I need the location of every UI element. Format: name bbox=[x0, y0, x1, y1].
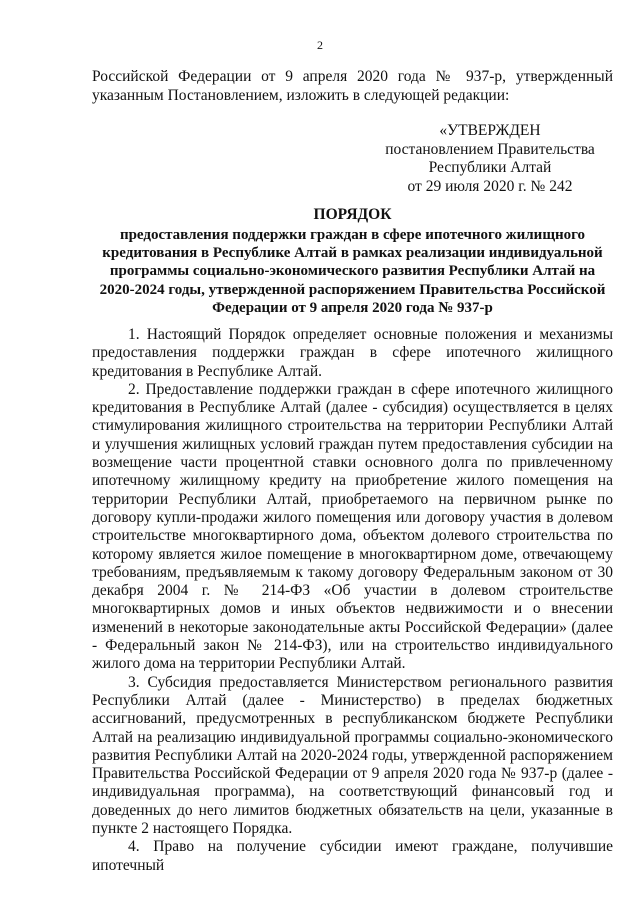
paragraph-2: 2. Предоставление поддержки граждан в сфере ипотечного жилищного кредитования в Республике Алтай (далее - субсидия) осуществляется в целях стимулирования жилищного строительства на территории Республики Алтай и улучшения жилищных условий граждан путем предоставления субсидии на возмещение части процентной ставки основного долга по привлеченному ипотечному жилищному кредиту на приобретение жилого помещения на территории Республики Алтай, приобретаемого на первичном рынке по договору купли-продажи жилого помещения или договору участия в долевом строительстве многоквартирного дома, объектом долевого строительства по которому является жилое помещение в многоквартирном доме, отвечающему требованиям, предъявляемым к такому договору Федеральным законом от 30 декабря 2004 г. № 214-ФЗ «Об участии в долевом строительстве многоквартирных домов и иных объектов недвижимости и о внесении изменений в некоторые законодательные акты Российской Федерации» (далее - Федеральный закон № 214-ФЗ), или на строительство индивидуального жилого дома на территории Республики Алтай. bbox=[92, 380, 613, 673]
intro-text: Российской Федерации от 9 апреля 2020 года № 937-р, утвержденный указанным Постановлением, изложить в следующей редакции: bbox=[92, 68, 613, 104]
document-title: ПОРЯДОК bbox=[313, 206, 392, 223]
approval-line-4: от 29 июля 2020 г. № 242 bbox=[407, 177, 573, 195]
document-body bbox=[92, 326, 613, 875]
approval-line-2: постановлением Правительства bbox=[385, 140, 595, 158]
approval-line-3: Республики Алтай bbox=[428, 159, 552, 176]
page-number: 2 bbox=[317, 38, 323, 52]
approval-stamp bbox=[360, 122, 620, 196]
document-subtitle: предоставления поддержки граждан в сфере ипотечного жилищного кредитования в Республике Алтай в рамках реализации индивидуальной программы социально-экономического развития Республики Алтай на 2020-2024 годы, утвержденной распоряжением Правительства Российской Федерации от 9 апреля 2020 года № 937-р bbox=[99, 227, 606, 316]
paragraph-4: 4. Право на получение субсидии имеют граждане, получившие ипотечный bbox=[92, 838, 613, 874]
paragraph-1: 1. Настоящий Порядок определяет основные положения и механизмы предоставления поддержки граждан в сфере ипотечного жилищного кредитования в Республике Алтай. bbox=[92, 326, 613, 380]
paragraph-3: 3. Субсидия предоставляется Министерством регионального развития Республики Алтай (далее - Министерство) в пределах бюджетных ассигнований, предусмотренных в республиканском бюджете Республики Алтай на реализацию индивидуальной программы социально-экономического развития Республики Алтай на 2020-2024 годы, утвержденной распоряжением Правительства Российской Федерации от 9 апреля 2020 года № 937-р (далее - индивидуальная программа), на соответствующий финансовый год и доведенных до него лимитов бюджетных обязательств на цели, указанные в пункте 2 настоящего Порядка. bbox=[92, 673, 613, 838]
approval-line-1: «УТВЕРЖДЕН bbox=[439, 122, 541, 139]
